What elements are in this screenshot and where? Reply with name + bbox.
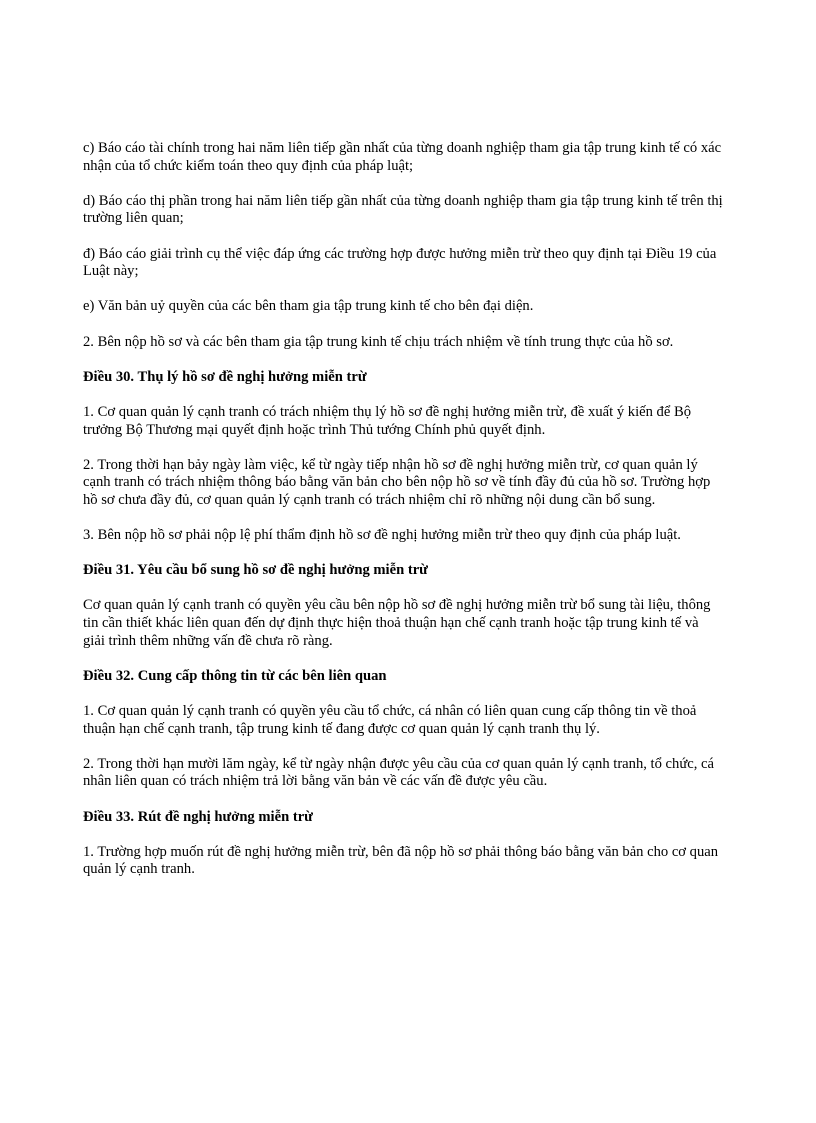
article-30-clause-1: 1. Cơ quan quản lý cạnh tranh có trách nhiệm thụ lý hồ sơ đề nghị hưởng miễn trừ, đề xuất ý kiến để Bộ trưởng Bộ Thương mại quyết định hoặc trình Thủ tướng Chính phủ quyết định. [83,403,692,438]
article-31-heading: Điều 31. Yêu cầu bổ sung hồ sơ đề nghị hưởng miễn trừ [83,562,428,579]
article-31-body: Cơ quan quản lý cạnh tranh có quyền yêu cầu bên nộp hồ sơ đề nghị hưởng miễn trừ bổ sung tài liệu, thông tin cần thiết khác liên quan đến dự định thực hiện thoả thuận hạn chế cạnh tranh hoặc tập trung kinh tế và giải trình thêm những vấn đề chưa rõ ràng. [83,597,711,649]
clause-dd-exemption-explanation: đ) Báo cáo giải trình cụ thể việc đáp ứng các trường hợp được hưởng miễn trừ theo quy định tại Điều 19 của Luật này; [83,245,717,280]
article-32-heading: Điều 32. Cung cấp thông tin từ các bên liên quan [83,667,387,684]
article-30-heading: Điều 30. Thụ lý hồ sơ đề nghị hưởng miễn trừ [83,368,367,385]
clause-e-authorization-document: e) Văn bản uỷ quyền của các bên tham gia tập trung kinh tế cho bên đại diện. [83,298,534,315]
clause-2-applicant-responsibility: 2. Bên nộp hồ sơ và các bên tham gia tập trung kinh tế chịu trách nhiệm về tính trung thực của hồ sơ. [83,333,674,350]
article-32-clause-1: 1. Cơ quan quản lý cạnh tranh có quyền yêu cầu tổ chức, cá nhân có liên quan cung cấp thông tin về thoả thuận hạn chế cạnh tranh, tập trung kinh tế đang được cơ quan quản lý cạnh tranh thụ lý. [83,703,697,737]
article-33-clause-1: 1. Trường hợp muốn rút đề nghị hưởng miễn trừ, bên đã nộp hồ sơ phải thông báo bằng văn bản cho cơ quan quản lý cạnh tranh. [83,843,719,878]
article-33-heading: Điều 33. Rút đề nghị hưởng miễn trừ [83,808,313,825]
article-32-clause-2: 2. Trong thời hạn mười lăm ngày, kể từ ngày nhận được yêu cầu của cơ quan quản lý cạnh tranh, tổ chức, cá nhân liên quan có trách nhiệm trả lời bằng văn bản về các vấn đề được yêu cầu. [83,755,714,790]
document-page [83,140,723,897]
clause-c-financial-report: c) Báo cáo tài chính trong hai năm liên tiếp gần nhất của từng doanh nghiệp tham gia tập trung kinh tế có xác nhận của tổ chức kiểm toán theo quy định của pháp luật; [83,140,722,174]
clause-d-market-share-report: d) Báo cáo thị phần trong hai năm liên tiếp gần nhất của từng doanh nghiệp tham gia tập trung kinh tế trên thị trường liên quan; [83,192,723,227]
article-30-clause-2: 2. Trong thời hạn bảy ngày làm việc, kể từ ngày tiếp nhận hồ sơ đề nghị hưởng miễn trừ, cơ quan quản lý cạnh tranh có trách nhiệm thông báo bằng văn bản cho bên nộp hồ sơ về tính đầy đủ của hồ sơ. Trường hợp hồ sơ chưa đầy đủ, cơ quan quản lý cạnh tranh có trách nhiệm chỉ rõ những nội dung cần bổ sung. [83,456,711,508]
article-30-clause-3: 3. Bên nộp hồ sơ phải nộp lệ phí thẩm định hồ sơ đề nghị hưởng miễn trừ theo quy định của pháp luật. [83,527,681,544]
